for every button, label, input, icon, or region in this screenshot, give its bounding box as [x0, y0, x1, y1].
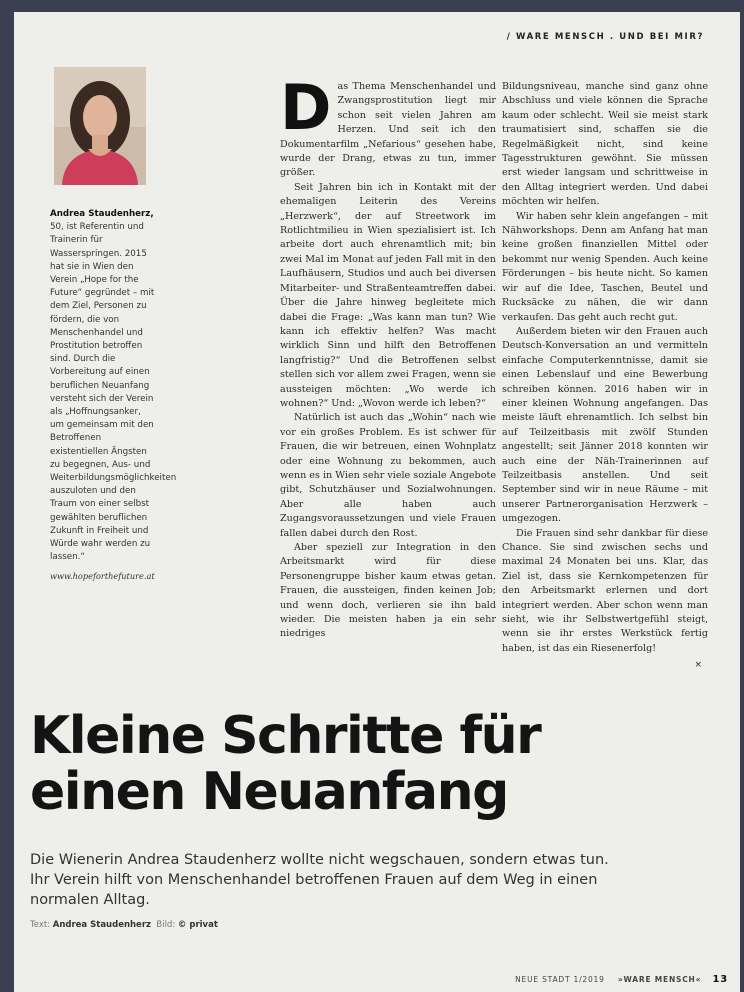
article-paragraph: Wir haben sehr klein angefangen – mit Nähworkshops. Denn am Anfang hat man keine großen finanziellen Mittel oder bekommt nur wenig Spenden. Auch keine Förderungen – bis heute nicht. So kamen wir auf die Idee, Taschen, Beutel und Rucksäcke zu nähen, die wir dann verkaufen. Das geht auch recht gut.	[502, 210, 708, 323]
article-column-2	[502, 80, 708, 673]
website-link[interactable]: www.hopeforthefuture.at	[50, 571, 155, 582]
credits	[30, 920, 218, 930]
section-label: »WARE MENSCH«	[617, 975, 702, 984]
portrait-image	[54, 67, 146, 185]
author-credit: Andrea Staudenherz	[52, 920, 151, 930]
author-bio	[50, 208, 177, 584]
article-column-1	[280, 71, 496, 642]
end-mark: ×	[694, 660, 702, 671]
page-footer	[515, 974, 728, 985]
headline-line-2: einen Neuanfang	[30, 762, 508, 822]
article-paragraph: Natürlich ist auch das „Wohin“ nach wie vor ein großes Problem. Es ist schwer für Frauen, die wir betreuen, einen Wohnplatz oder eine Wohnung zu bekommen, auch wenn es in Wien sehr viele soziale Angebote gibt, Schutzhäuser und Sozialwohnungen. Aber alle haben auch Zugangsvoraussetzungen und viele Frauen fallen dabei durch den Rost.	[280, 412, 496, 539]
magazine-page	[14, 12, 740, 992]
author-photo	[54, 67, 146, 185]
article-paragraph: Bildungsniveau, manche sind ganz ohne Abschluss und viele können die Sprache kaum oder schlecht. Weil sie meist stark traumatisiert sind, schaffen sie die Regelmäßigkeit nicht, sind keine Tagesstrukturen gewöhnt. Sie müssen erst wieder langsam und schrittweise in den Alltag integriert werden. Und dabei möchten wir helfen.	[502, 81, 708, 208]
issue-label: NEUE STADT 1/2019	[515, 975, 605, 984]
author-bio-text: 50, ist Referentin und Trainerin für Wasserspringen. 2015 hat sie in Wien den Verein „Hope for the Future“ gegründet – mit dem Ziel, Personen zu fördern, die von Menschenhandel und Prostitution betroffen sind. Durch die Vorbereitung auf einen beruflichen Neuanfang versteht sich der Verein als „Hoffnungsanker, um gemeinsam mit den Betroffenen existentiellen Ängsten zu begegnen, Aus- und Weiterbildungsmöglichkeiten auszuloten und den Traum von einer selbst gewählten beruflichen Zukunft in Freiheit und Würde wahr werden zu lassen.“	[50, 222, 177, 563]
headline-line-1: Kleine Schritte für	[30, 706, 541, 766]
image-credit: © privat	[177, 920, 218, 930]
article-paragraph: Außerdem bieten wir den Frauen auch Deutsch-Konversation an und vermitteln einfache Computerkenntnisse, damit sie einen Lebenslauf und eine Bewerbung schreiben können. 2016 haben wir in einer kleinen Wohnung angefangen. Das meiste läuft ehrenamtlich. Ich selbst bin auf Teilzeitbasis mit zwölf Stunden angestellt; seit Jänner 2018 konnten wir auch eine der Näh-Trainerinnen auf Teilzeitbasis anstellen. Und seit September sind wir in neue Räume – mit unserer Partnerorganisation Herzwerk – umgezogen.	[502, 325, 708, 525]
author-name: Andrea Staudenherz,	[50, 209, 154, 219]
running-head: / WARE MENSCH . UND BEI MIR?	[506, 32, 704, 42]
drop-cap: D	[280, 71, 332, 144]
text-label: Text:	[30, 920, 51, 930]
article-paragraph: Die Frauen sind sehr dankbar für diese Chance. Sie sind zwischen sechs und maximal 24 Monaten bei uns. Klar, das Ziel ist, dass sie Kernkompetenzen für den Arbeitsmarkt erlernen und dort integriert werden. Aber schon wenn man sieht, wie ihr Selbstwertgefühl steigt, wenn sie ihr erstes Werkstück fertig haben, ist das ein Riesenerfolg!	[502, 527, 708, 654]
article-paragraph: Aber speziell zur Integration in den Arbeitsmarkt wird für diese Personengruppe bisher kaum etwas getan. Frauen, die aussteigen, finden keinen Job; und wenn doch, verlieren sie ihn bald wieder. Die meisten haben ja ein sehr niedriges	[280, 542, 496, 640]
headline	[30, 708, 710, 820]
article-paragraph: Das Thema Menschenhandel und Zwangsprostitution liegt mir schon seit vielen Jahren am Herzen. Und seit ich den Dokumentarfilm „Nefarious“ gesehen habe, wurde der Drang, etwas zu tun, immer größer.	[280, 71, 496, 179]
article-paragraph: Seit Jahren bin ich in Kontakt mit der ehemaligen Leiterin des Vereins „Herzwerk“, der auf Streetwork im Rotlichtmilieu in Wien spezialisiert ist. Ich arbeite dort auch ehrenamtlich mit; bin zwei Mal im Monat auf jeden Fall mit in den Laufhäusern, Studios und auch bei diversen Mitarbeiter- und Straßenteamtreffen dabei. Über die Jahre hinweg begleitete mich dabei die Frage: „Was kann man tun? Wie kann ich effektiv helfen? Was macht wirklich Sinn und hilft den Betroffenen langfristig?“ Und die Betroffenen selbst stellen sich vor allem zwei Fragen, wenn sie aussteigen möchten: „Wo werde ich wohnen?“ Und: „Wovon werde ich leben?“	[280, 181, 496, 409]
lead-paragraph: Die Wienerin Andrea Staudenherz wollte nicht wegschauen, sondern etwas tun. Ihr Verein hilft von Menschenhandel betroffenen Frauen auf dem Weg in einen normalen Alltag.	[30, 852, 609, 908]
page-number: 13	[712, 974, 728, 985]
image-label: Bild:	[156, 920, 176, 930]
